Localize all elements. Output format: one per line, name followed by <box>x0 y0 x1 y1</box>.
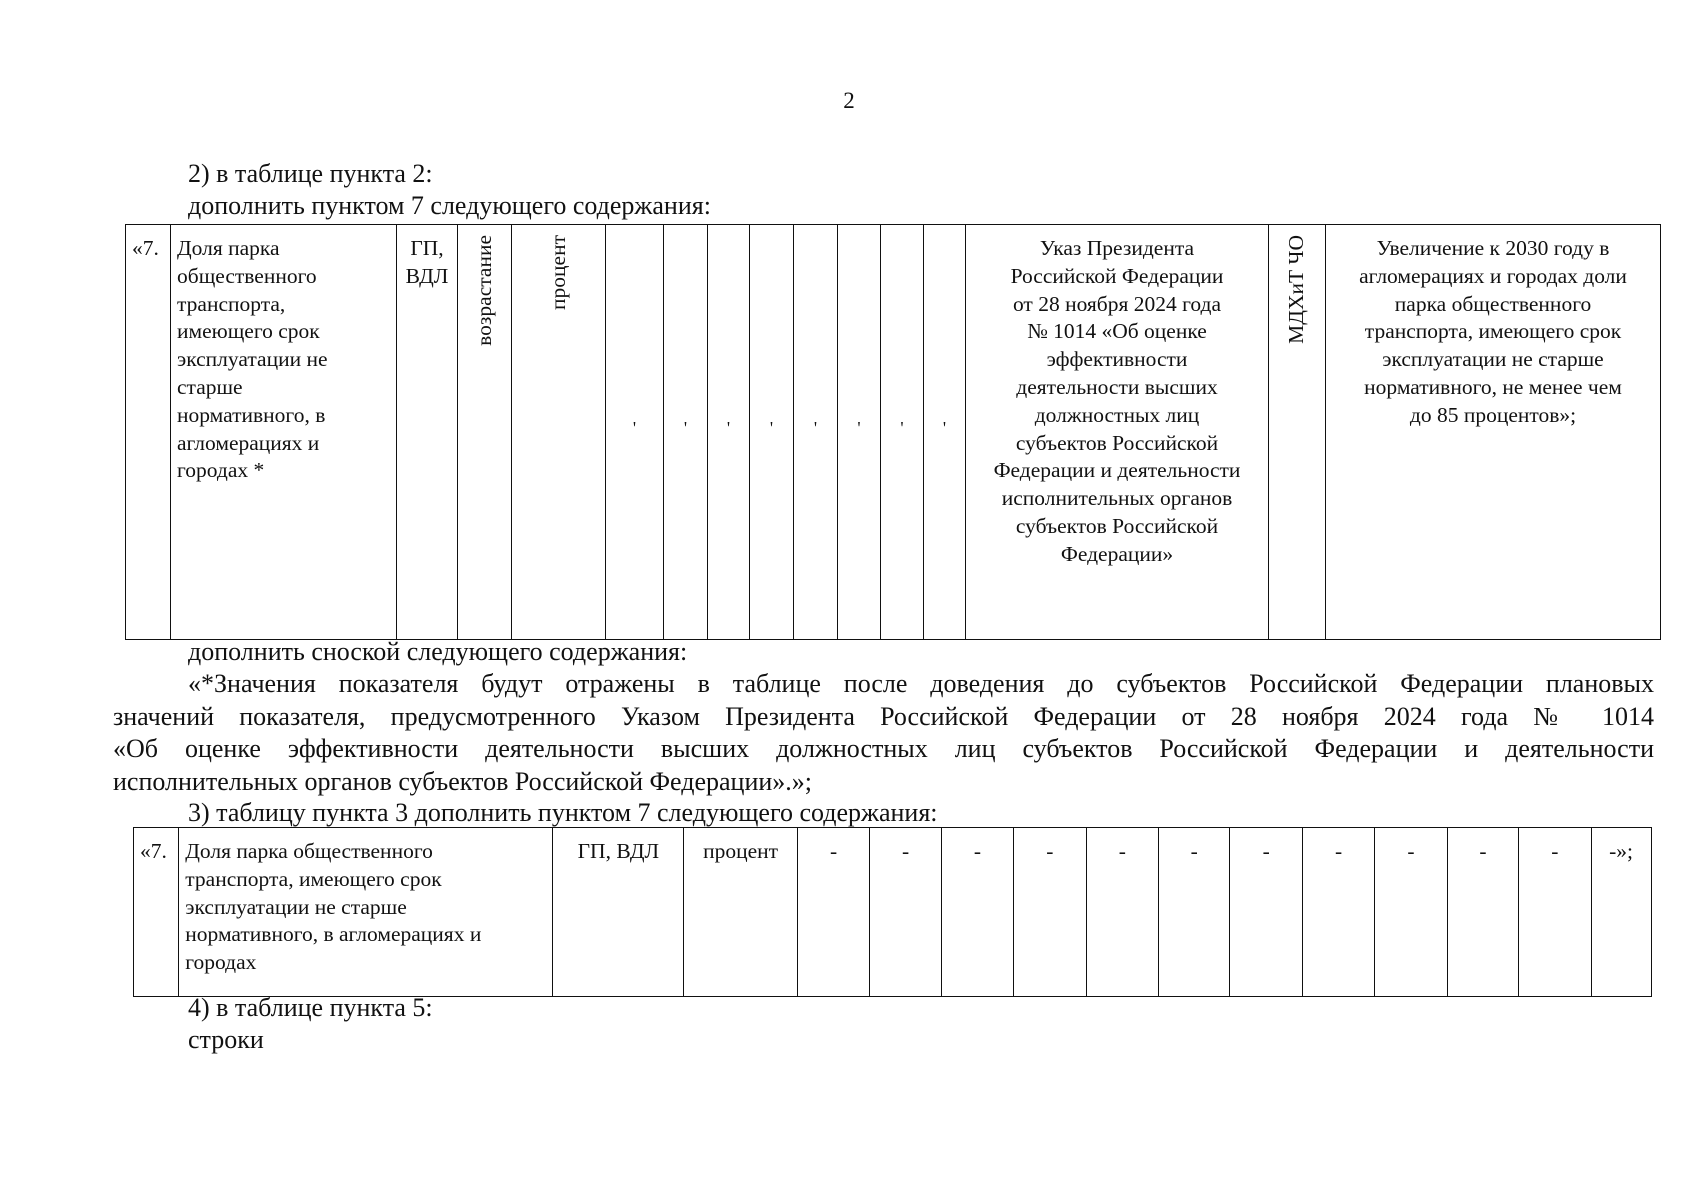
item2-heading: 2) в таблице пункта 2: <box>188 159 433 188</box>
indicator-level: ГП, ВДЛ <box>553 828 684 997</box>
period-value-cell: ' <box>924 225 966 640</box>
item3-heading: 3) таблицу пункта 3 дополнить пунктом 7 следующего содержания: <box>188 798 938 827</box>
unit-cell <box>512 225 606 640</box>
value-cell: - <box>1447 828 1518 997</box>
footnote-line: «Об оценке эффективности деятельности высших должностных лиц субъектов Российской Федерации и деятельности <box>113 734 1654 763</box>
period-value-cell: ' <box>794 225 838 640</box>
value-cell: - <box>1375 828 1447 997</box>
indicator-number: «7. <box>134 828 179 997</box>
decree-reference: Указ Президента Российской Федерации от 28 ноября 2024 года № 1014 «Об оценке эффективности деятельности высших должностных лиц субъектов Российской Федерации и деятельности исполнительных органов субъектов Российской Федерации» <box>966 225 1269 640</box>
indicator-level: ГП, ВДЛ <box>397 225 458 640</box>
period-value-cell: ' <box>881 225 924 640</box>
trend-text: возрастание <box>471 235 496 346</box>
value-cell: - <box>1086 828 1158 997</box>
trend-cell <box>458 225 512 640</box>
indicator-table-2 <box>133 827 1652 997</box>
footnote-intro: дополнить сноской следующего содержания: <box>188 637 688 666</box>
period-value-cell: ' <box>750 225 794 640</box>
value-cell: - <box>1302 828 1374 997</box>
period-value-cell: ' <box>606 225 664 640</box>
period-value-cell: ' <box>664 225 708 640</box>
unit-cell: процент <box>684 828 798 997</box>
responsible-cell <box>1269 225 1326 640</box>
footnote-line: «*Значения показателя будут отражены в таблице после доведения до субъектов Российской Федерации плановых <box>188 669 1654 698</box>
target-description: Увеличение к 2030 году в агломерациях и городах доли парка общественного транспорта, имеющего срок эксплуатации не старше нормативного, не менее чем до 85 процентов»; <box>1326 225 1661 640</box>
indicator-table-1 <box>125 224 1661 640</box>
value-cell-last: -»; <box>1591 828 1651 997</box>
value-cell: - <box>1230 828 1302 997</box>
item4-heading: 4) в таблице пункта 5: <box>188 993 433 1022</box>
footnote-line: значений показателя, предусмотренного Указом Президента Российской Федерации от 28 ноября 2024 года № 1014 <box>113 701 1654 731</box>
indicator-name: Доля парка общественного транспорта, имеющего срок эксплуатации не старше нормативного, в агломерациях и городах <box>179 828 553 997</box>
value-cell: - <box>1519 828 1591 997</box>
responsible-text: МДХиТ ЧО <box>1284 235 1309 344</box>
page-number: 2 <box>843 88 855 113</box>
indicator-number: «7. <box>126 225 171 640</box>
item4-subheading: строки <box>188 1025 264 1054</box>
unit-text: процент <box>545 235 570 310</box>
value-cell: - <box>941 828 1013 997</box>
footnote-line: исполнительных органов субъектов Российской Федерации».»; <box>113 766 812 796</box>
period-value-cell: ' <box>838 225 881 640</box>
value-cell: - <box>797 828 869 997</box>
item2-subheading: дополнить пунктом 7 следующего содержания: <box>188 191 711 220</box>
table-row <box>134 828 1652 997</box>
value-cell: - <box>1014 828 1086 997</box>
period-value-cell: ' <box>708 225 750 640</box>
footnote-paragraph <box>113 668 1654 798</box>
value-cell: - <box>1159 828 1230 997</box>
table-row <box>126 225 1661 640</box>
indicator-name: Доля парка общественного транспорта, имеющего срок эксплуатации не старше нормативного, в агломерациях и городах * <box>171 225 397 640</box>
value-cell: - <box>870 828 941 997</box>
